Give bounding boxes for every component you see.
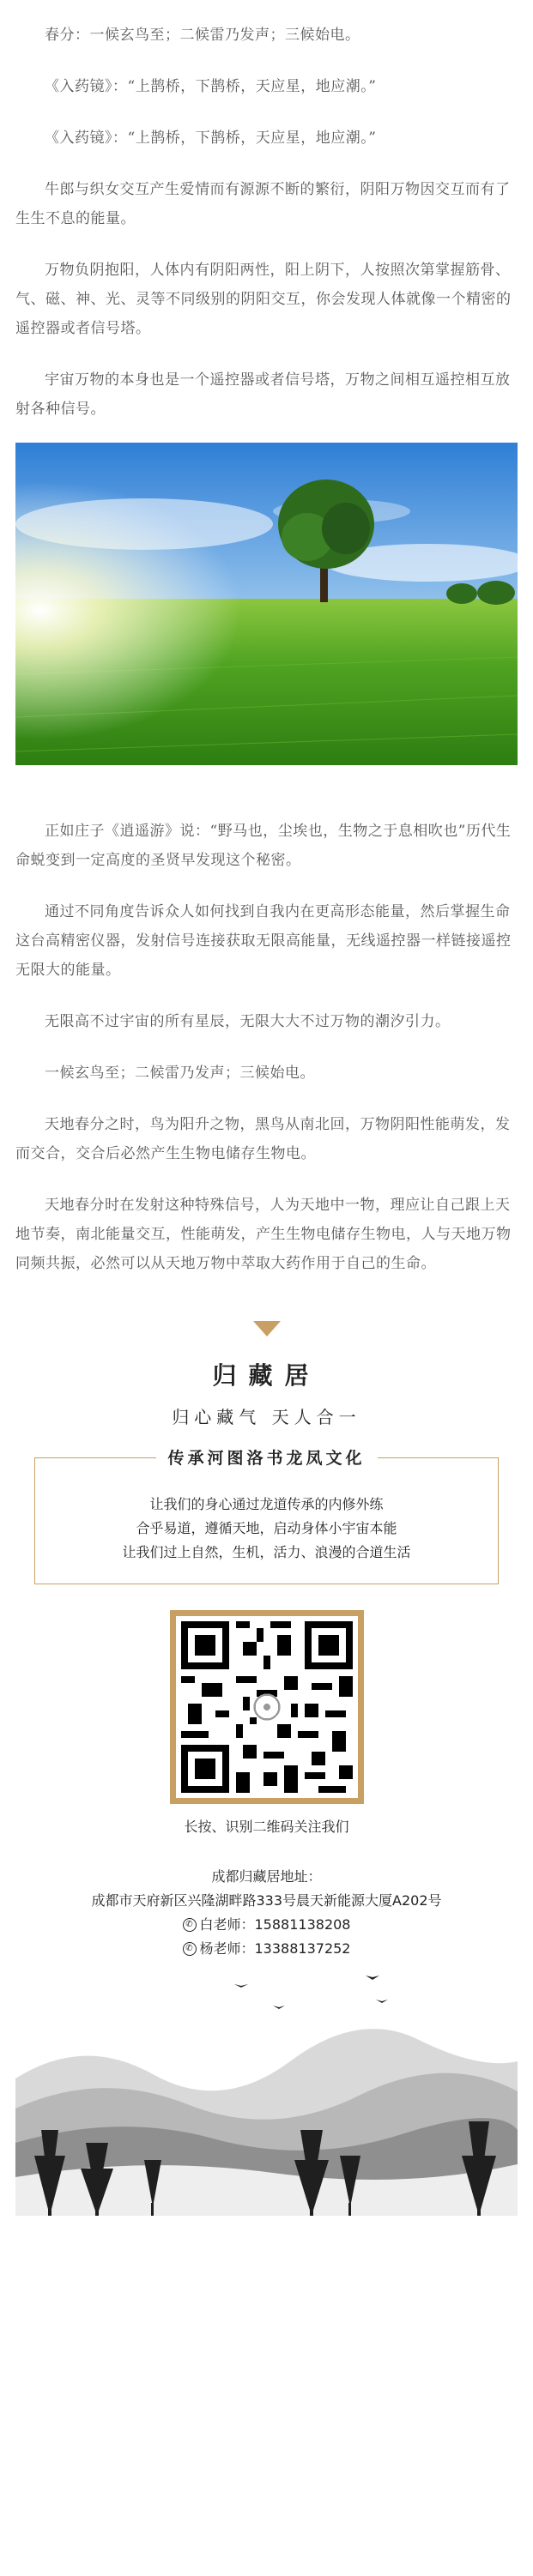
box-line: 让我们的身心通过龙道传承的内修外练 — [149, 1496, 384, 1512]
paragraph: 春分：一候玄鸟至；二候雷乃发声；三候始电。 — [45, 27, 360, 44]
paragraph: 天地春分时在发射这种特殊信号，人为天地中一物，理应让自己跟上天地节奏，南北能量交互，性能萌发，产生生物电储存生物电，人与天地万物同频共振，必然可以从天地万物中萃取大药作用于自己的生命。 — [15, 1197, 512, 1272]
meadow-tree-photo — [15, 443, 518, 765]
phone-icon: ✆ — [183, 1942, 197, 1956]
slogan: 归心藏气 天人合一 — [172, 1407, 361, 1427]
paragraph: 天地春分之时，鸟为阳升之物，黑鸟从南北回，万物阴阳性能萌发，发而交合，交合后必然产生生物电储存生物电。 — [15, 1116, 511, 1162]
phone-bai: 白老师：15881138208 — [199, 1916, 351, 1933]
phone-icon: ✆ — [183, 1918, 197, 1932]
box-line: 合乎易道，遵循天地，启动身体小宇宙本能 — [136, 1520, 397, 1536]
address: 成都市天府新区兴隆湖畔路333号晨天新能源大厦A202号 — [91, 1892, 442, 1909]
paragraph: 万物负阴抱阳，人体内有阴阳两性，阳上阴下，人按照次第掌握筋骨、气、磁、神、光、灵等不同级别的阴阳交互，你会发现人体就像一个精密的遥控器或者信号塔。 — [15, 262, 512, 337]
paragraph: 《入药镜》：“上鹊桥，下鹊桥，天应星，地应潮。” — [45, 130, 377, 147]
triangle-marker-icon — [253, 1321, 281, 1336]
qr-code-icon — [181, 1621, 353, 1793]
brand-card — [15, 1304, 518, 2216]
paragraph: 通过不同角度告诉众人如何找到自我内在更高形态能量，然后掌握生命这台高精密仪器，发射信号连接获取无限高能量，无线遥控器一样链接遥控无限大的能量。 — [15, 903, 512, 979]
article — [0, 0, 533, 1278]
paragraph: 正如庄子《逍遥游》说：“野马也，尘埃也，生物之于息相吹也”历代生命蜕变到一定高度的圣贤早发现这个秘密。 — [15, 823, 512, 869]
address-label: 成都归藏居地址： — [211, 1868, 322, 1885]
qr-code[interactable] — [170, 1610, 364, 1804]
box-line: 让我们过上自然，生机，活力、浪漫的合道生活 — [122, 1544, 411, 1560]
ink-landscape-illustration — [15, 1958, 518, 2216]
paragraph: 宇宙万物的本身也是一个遥控器或者信号塔，万物之间相互遥控相互放射各种信号。 — [15, 371, 511, 418]
phone-yang: 杨老师：13388137252 — [199, 1940, 351, 1957]
contact-info — [15, 1865, 518, 1961]
phone-line[interactable] — [15, 1913, 518, 1937]
box-title: 传承河图洛书龙凤文化 — [155, 1446, 377, 1470]
brand-name: 归藏居 — [212, 1361, 321, 1390]
phone-line[interactable] — [15, 1937, 518, 1961]
culture-box — [34, 1449, 499, 1584]
paragraph: 一候玄鸟至；二候雷乃发声；三候始电。 — [45, 1065, 315, 1082]
paragraph: 无限高不过宇宙的所有星辰，无限大大不过万物的潮汐引力。 — [45, 1013, 451, 1030]
qr-caption: 长按、识别二维码关注我们 — [184, 1819, 349, 1835]
paragraph: 《入药镜》：“上鹊桥，下鹊桥，天应星，地应潮。” — [45, 78, 377, 95]
paragraph: 牛郎与织女交互产生爱情而有源源不断的繁衍，阴阳万物因交互而有了生生不息的能量。 — [15, 181, 511, 227]
